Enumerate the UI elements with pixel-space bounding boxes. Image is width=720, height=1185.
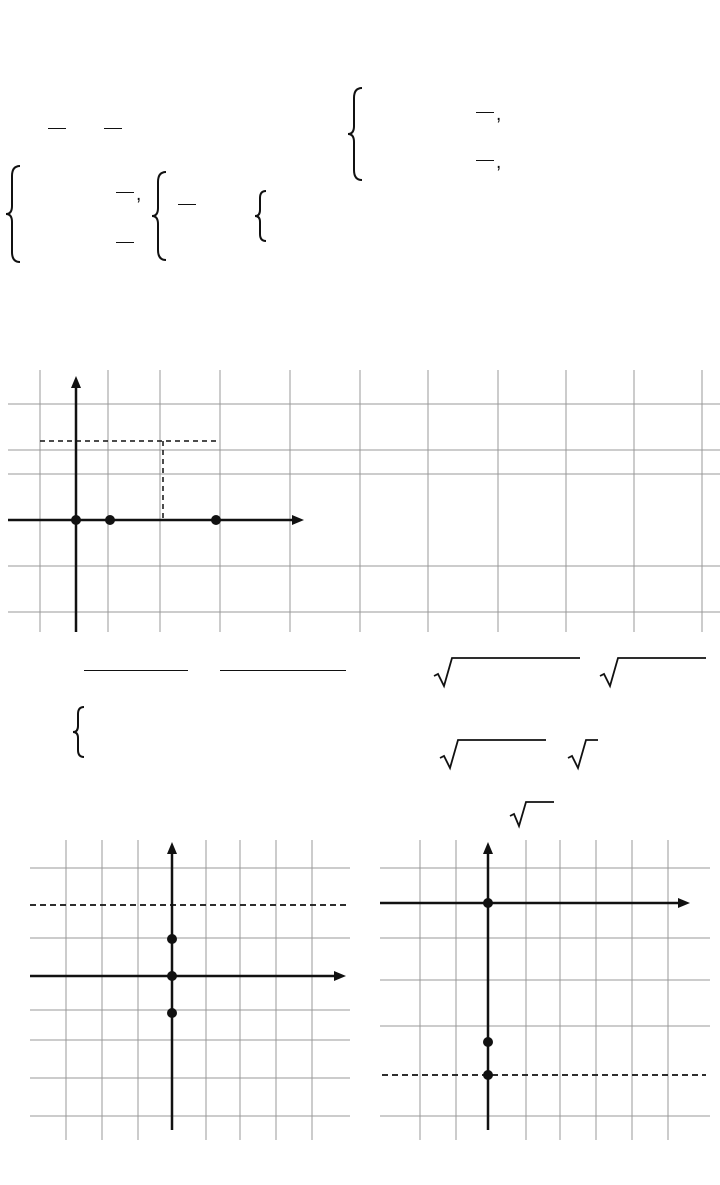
point-origin [483,898,493,908]
fraction-bar [48,128,66,129]
sqrt-sign [438,738,548,772]
fraction-bar [84,670,188,671]
y-arrow [483,842,493,854]
system-brace [254,188,270,244]
y-arrow [167,842,177,854]
x-arrow [334,971,346,981]
point-origin [71,515,81,525]
fraction-bar [116,192,134,193]
system-brace [150,168,170,264]
system-brace [346,84,366,184]
point-y1 [167,934,177,944]
sqrt-sign [566,738,600,772]
sqrt-sign [432,656,582,690]
fraction-bar [104,128,122,129]
x-arrow [292,515,304,525]
point-ym1 [167,1008,177,1018]
root-point [105,515,115,525]
fraction-bar [220,670,346,671]
y-arrow [71,376,81,388]
point-m4 [483,1037,493,1047]
fraction-bar [178,204,196,205]
fraction-bar [116,242,134,243]
part6-graph [360,830,720,1140]
system-brace [72,704,88,760]
system-brace [4,162,24,266]
point-m5 [483,1070,493,1080]
point-origin [167,971,177,981]
sqrt-sign [598,656,708,690]
root-point [211,515,221,525]
parabola-graph [0,370,720,632]
x-arrow [678,898,690,908]
fraction-bar [476,160,494,161]
fraction-bar [476,112,494,113]
sqrt-sign [508,800,556,830]
part5-graph [0,830,360,1140]
